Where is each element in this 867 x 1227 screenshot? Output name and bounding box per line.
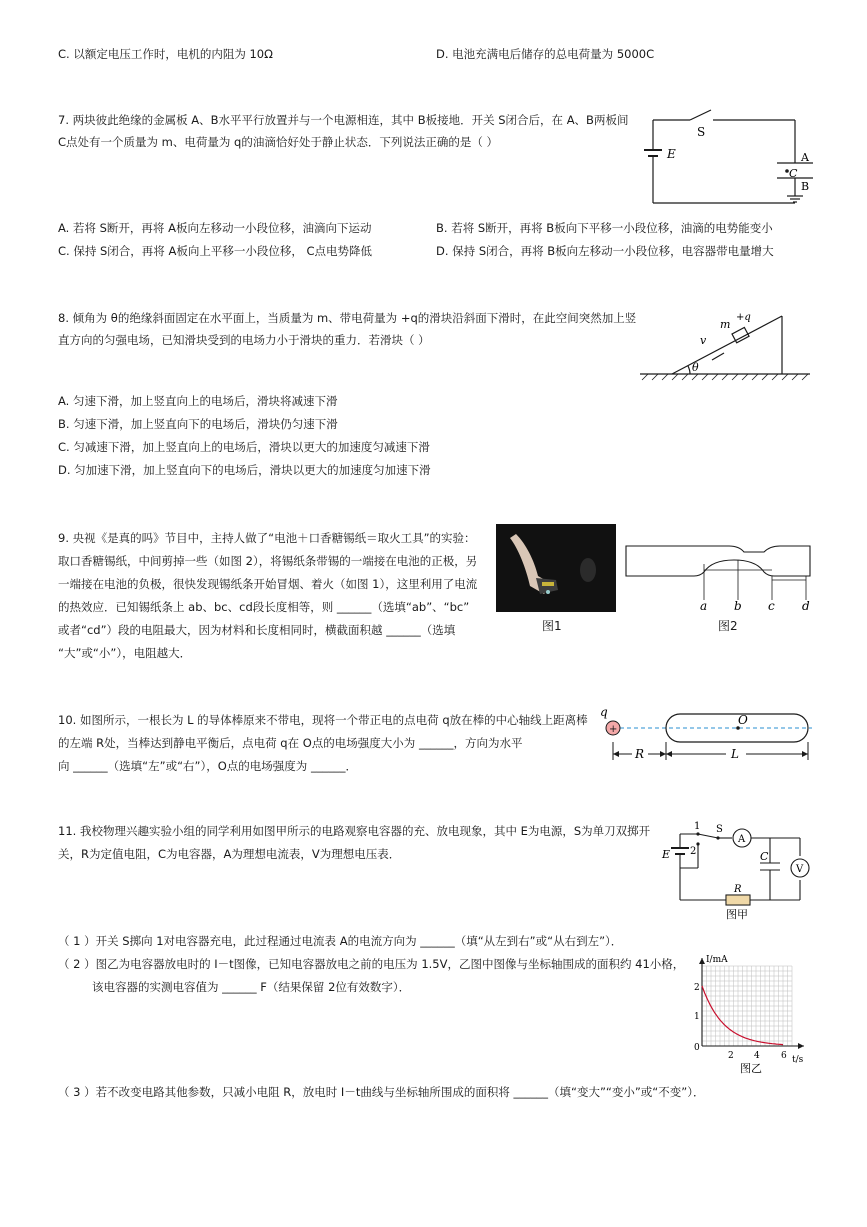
q8-label-theta: θ [692, 361, 699, 374]
q9-label-d: d [802, 599, 810, 613]
q7-option-a: A. 若将 S断开，再将 A板向左移动一小段位移，油滴向下运动 [58, 221, 372, 235]
q8-option-c: C. 匀减速下滑，加上竖直向上的电场后，滑块以更大的加速度匀减速下滑 [58, 440, 430, 454]
q10-stem-line2: 的左端 R处，当棒达到静电平衡后，点电荷 q在 O点的电场强度大小为 ______，方向为水平 [58, 736, 523, 750]
q8-stem-line2: 直方向的匀强电场，已知滑块受到的电场力小于滑块的重力．若滑块（ ） [58, 333, 430, 347]
q7-label-b: B [801, 180, 810, 193]
q7-label-s: S [697, 125, 706, 139]
q9-label-a: a [700, 599, 708, 613]
q11-part1: （ 1 ）开关 S掷向 1对电容器充电，此过程通过电流表 A的电流方向为 ______（填“从左到右”或“从右到左”）． [58, 934, 623, 948]
q9-stem-line5: 或者“cd”）段的电阻最大，因为材料和长度相同时，横截面积越 ______（选填 [58, 623, 456, 637]
q6-option-d: D. 电池充满电后储存的总电荷量为 5000C [436, 47, 655, 61]
q11-stem-line1: 11. 我校物理兴趣实验小组的同学利用如图甲所示的电路观察电容器的充、放电现象，其中 E为电源，S为单刀双掷开 [58, 824, 651, 838]
q11-label-a: A [738, 834, 746, 845]
q11-caption-jia: 图甲 [726, 908, 748, 921]
q8-option-d: D. 匀加速下滑，加上竖直向下的电场后，滑块以更大的加速度匀加速下滑 [58, 463, 431, 477]
q10-rod-figure [598, 704, 820, 770]
q9-photo-figure [496, 524, 616, 612]
q11-label-2: 2 [690, 846, 697, 857]
q6-option-c: C. 以额定电压工作时，电机的内阻为 10Ω [58, 47, 273, 61]
q9-stem-line6: “大”或“小”），电阻越大． [58, 646, 192, 660]
q11-stem-line2: 关，R为定值电阻，C为电容器，A为理想电流表，V为理想电压表． [58, 847, 401, 861]
q11-graph-figure [680, 950, 812, 1074]
q11-label-r: R [734, 884, 742, 895]
q11-label-c: C [760, 850, 769, 863]
q11-graph-x4: 4 [754, 1051, 760, 1061]
q11-part2-line2: 该电容器的实测电容值为 ______ F（结果保留 2位有效数字）． [92, 980, 411, 994]
q7-stem-line1: 7. 两块彼此绝缘的金属板 A、B水平平行放置并与一个电源相连，其中 B板接地．开关 S闭合后，在 A、B两板间 [58, 113, 629, 127]
q11-part2-line1: （ 2 ）图乙为电容器放电时的 I－t图像，已知电容器放电之前的电压为 1.5V，乙图中图像与坐标轴围成的面积约 41小格， [58, 957, 685, 971]
q11-label-1: 1 [694, 821, 701, 832]
q10-label-o: O [738, 713, 748, 727]
q11-graph-x6: 6 [781, 1051, 787, 1061]
q9-stem-line2: 取口香糖锡纸，中间剪掉一些（如图 2），将锡纸条带锡的一端接在电池的正极，另 [58, 554, 478, 568]
q7-option-d: D. 保持 S闭合，再将 B板向左移动一小段位移，电容器带电量增大 [436, 244, 774, 258]
q7-option-b: B. 若将 S断开，再将 B板向下平移一小段位移，油滴的电势能变小 [436, 221, 773, 235]
q11-graph-ylabel: I/mA [706, 955, 728, 965]
q8-option-a: A. 匀速下滑，加上竖直向上的电场后，滑块将减速下滑 [58, 394, 338, 408]
q11-label-v: V [796, 864, 804, 875]
q10-label-l: L [731, 747, 739, 761]
q9-fig2-caption: 图2 [718, 619, 738, 633]
q10-label-r: R [635, 747, 645, 761]
q11-caption-yi: 图乙 [740, 1062, 762, 1074]
q11-part3: （ 3 ）若不改变电路其他参数，只减小电阻 R，放电时 I－t曲线与坐标轴所围成的面积将 ______（填“变大”“变小”或“不变”）． [58, 1085, 705, 1099]
q7-circuit-figure [635, 108, 815, 208]
q9-stem-line1: 9. 央视《是真的吗》节目中，主持人做了“电池＋口香糖锡纸＝取火工具”的实验： [58, 531, 476, 545]
q10-label-q: q [600, 705, 608, 719]
q7-label-c: C [789, 167, 798, 180]
q9-stem-line3: 一端接在电池的负极，很快发现锡纸条开始冒烟、着火（如图 1），这里利用了电流 [58, 577, 478, 591]
q11-graph-y1: 1 [694, 1012, 700, 1022]
q11-circuit-figure [660, 818, 818, 922]
q8-stem-line1: 8. 倾角为 θ的绝缘斜面固定在水平面上，当质量为 m、带电荷量为 +q的滑块沿斜面下滑时，在此空间突然加上竖 [58, 311, 637, 325]
q11-graph-xlabel: t/s [792, 1055, 804, 1065]
q8-incline-figure [632, 298, 812, 386]
q9-strip-figure [624, 540, 814, 616]
q7-label-e: E [667, 147, 676, 161]
q11-graph-x2: 2 [728, 1051, 734, 1061]
q8-label-m: m [720, 318, 731, 331]
q8-label-v: v [700, 334, 707, 347]
q11-graph-y2: 2 [694, 983, 700, 993]
q11-label-e: E [662, 848, 671, 861]
q9-fig1-caption: 图1 [542, 619, 562, 633]
q11-label-s: S [716, 824, 723, 835]
q10-stem-line3: 向 ______（选填“左”或“右”），O点的电场强度为 ______． [58, 759, 357, 773]
q10-stem-line1: 10. 如图所示，一根长为 L 的导体棒原来不带电，现将一个带正电的点电荷 q放在棒的中心轴线上距离棒 [58, 713, 588, 727]
q7-option-c: C. 保持 S闭合，再将 A板向上平移一小段位移， C点电势降低 [58, 244, 373, 258]
q7-stem-line2: C点处有一个质量为 m、电荷量为 q的油滴恰好处于静止状态．下列说法正确的是（ ） [58, 135, 498, 149]
q9-label-c: c [768, 599, 775, 613]
q8-label-q: +q [736, 312, 751, 323]
q9-label-b: b [734, 599, 742, 613]
svg-text:+: + [609, 724, 618, 735]
q8-option-b: B. 匀速下滑，加上竖直向下的电场后，滑块仍匀速下滑 [58, 417, 338, 431]
q9-stem-line4: 的热效应．已知锡纸条上 ab、bc、cd段长度相等，则 ______（选填“ab”、“bc” [58, 600, 470, 614]
q11-graph-origin: 0 [694, 1043, 700, 1053]
q7-label-a: A [801, 151, 809, 164]
